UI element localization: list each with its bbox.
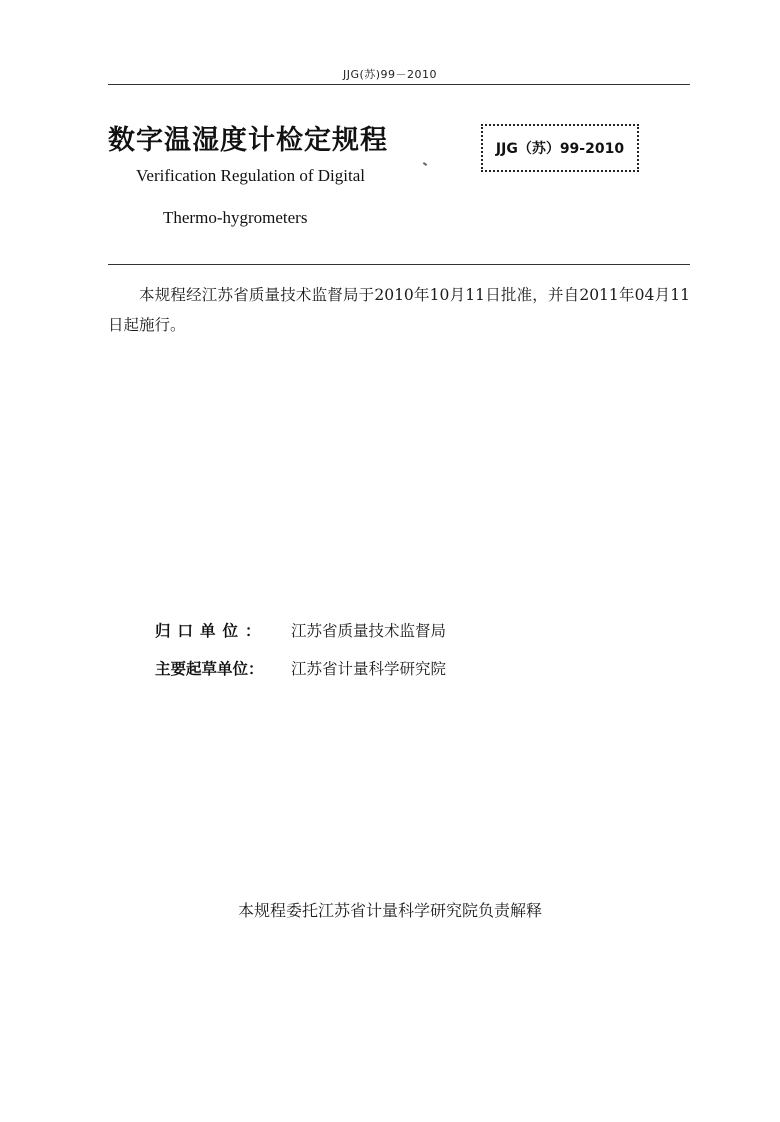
document-title-english-line2: Thermo-hygrometers xyxy=(163,208,308,227)
header-divider xyxy=(108,84,690,85)
document-title-chinese: 数字温湿度计检定规程 xyxy=(108,125,388,156)
document-title-english-line1: Verification Regulation of Digital xyxy=(136,166,365,185)
header-standard-code: JJG(苏)99－2010 xyxy=(342,68,438,81)
drafting-unit-label: 主要起草单位： xyxy=(155,660,264,678)
standard-code-box xyxy=(481,124,639,172)
responsible-unit-label: 归口单位： xyxy=(155,622,268,640)
responsible-unit-row xyxy=(155,619,446,641)
title-divider xyxy=(108,264,690,265)
drafting-unit-value: 江苏省计量科学研究院 xyxy=(291,660,447,678)
responsible-unit-value: 江苏省质量技术监督局 xyxy=(291,622,447,640)
interpretation-note: 本规程委托江苏省计量科学研究院负责解释 xyxy=(237,901,542,920)
standard-code-text: JJG（苏）99-2010 xyxy=(495,141,625,157)
drafting-unit-row xyxy=(155,657,446,679)
scan-speck xyxy=(423,162,427,166)
approval-statement: 本规程经江苏省质量技术监督局于2010年10月11日批准，并自2011年04月11日起施行。 xyxy=(108,286,690,334)
